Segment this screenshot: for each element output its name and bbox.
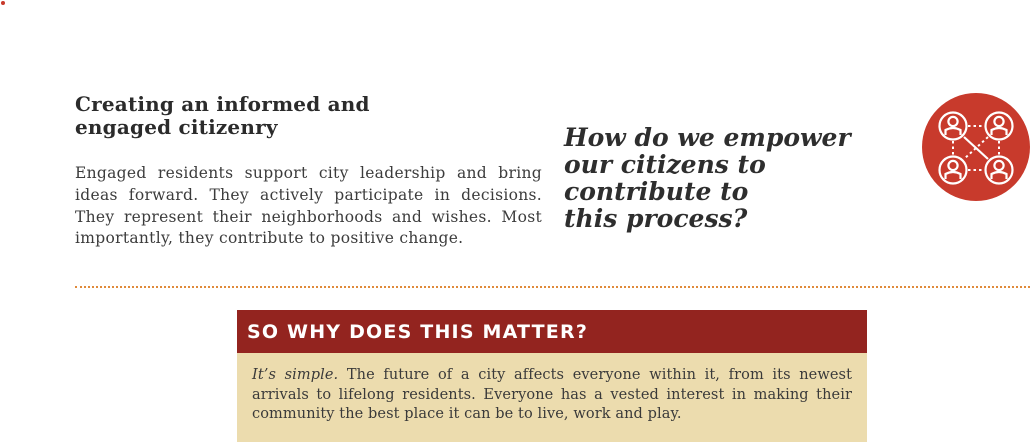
question-line-4: this process? bbox=[564, 204, 748, 233]
section-heading-line-1: Creating an informed and bbox=[75, 92, 370, 116]
dotted-divider bbox=[75, 286, 1030, 288]
empower-question-heading bbox=[564, 124, 864, 232]
connected-people-icon bbox=[922, 93, 1030, 201]
corner-marker-dot bbox=[1, 1, 5, 5]
callout-body-text: The future of a city affects everyone within it, from its newest arrivals to lifelong residents. Everyone has a vested interest in making their community the best place it can be to live, work and play. bbox=[252, 367, 853, 422]
section-body-text: Engaged residents support city leadership and bring ideas forward. They actively participate in decisions. They represent their neighborhoods and wishes. Most importantly, they contribute to positive change. bbox=[75, 164, 542, 248]
question-line-2: our citizens to bbox=[564, 150, 766, 179]
callout-lead-in: It’s simple. bbox=[252, 367, 339, 383]
informed-citizenry-section bbox=[75, 93, 542, 250]
section-heading bbox=[75, 93, 542, 139]
question-line-3: contribute to bbox=[564, 177, 749, 206]
section-heading-line-2: engaged citizenry bbox=[75, 115, 278, 139]
callout-title: SO WHY DOES THIS MATTER? bbox=[247, 320, 589, 343]
question-line-1: How do we empower bbox=[564, 123, 851, 152]
callout-header bbox=[237, 310, 867, 353]
why-it-matters-callout bbox=[237, 310, 867, 442]
callout-body bbox=[237, 353, 867, 442]
